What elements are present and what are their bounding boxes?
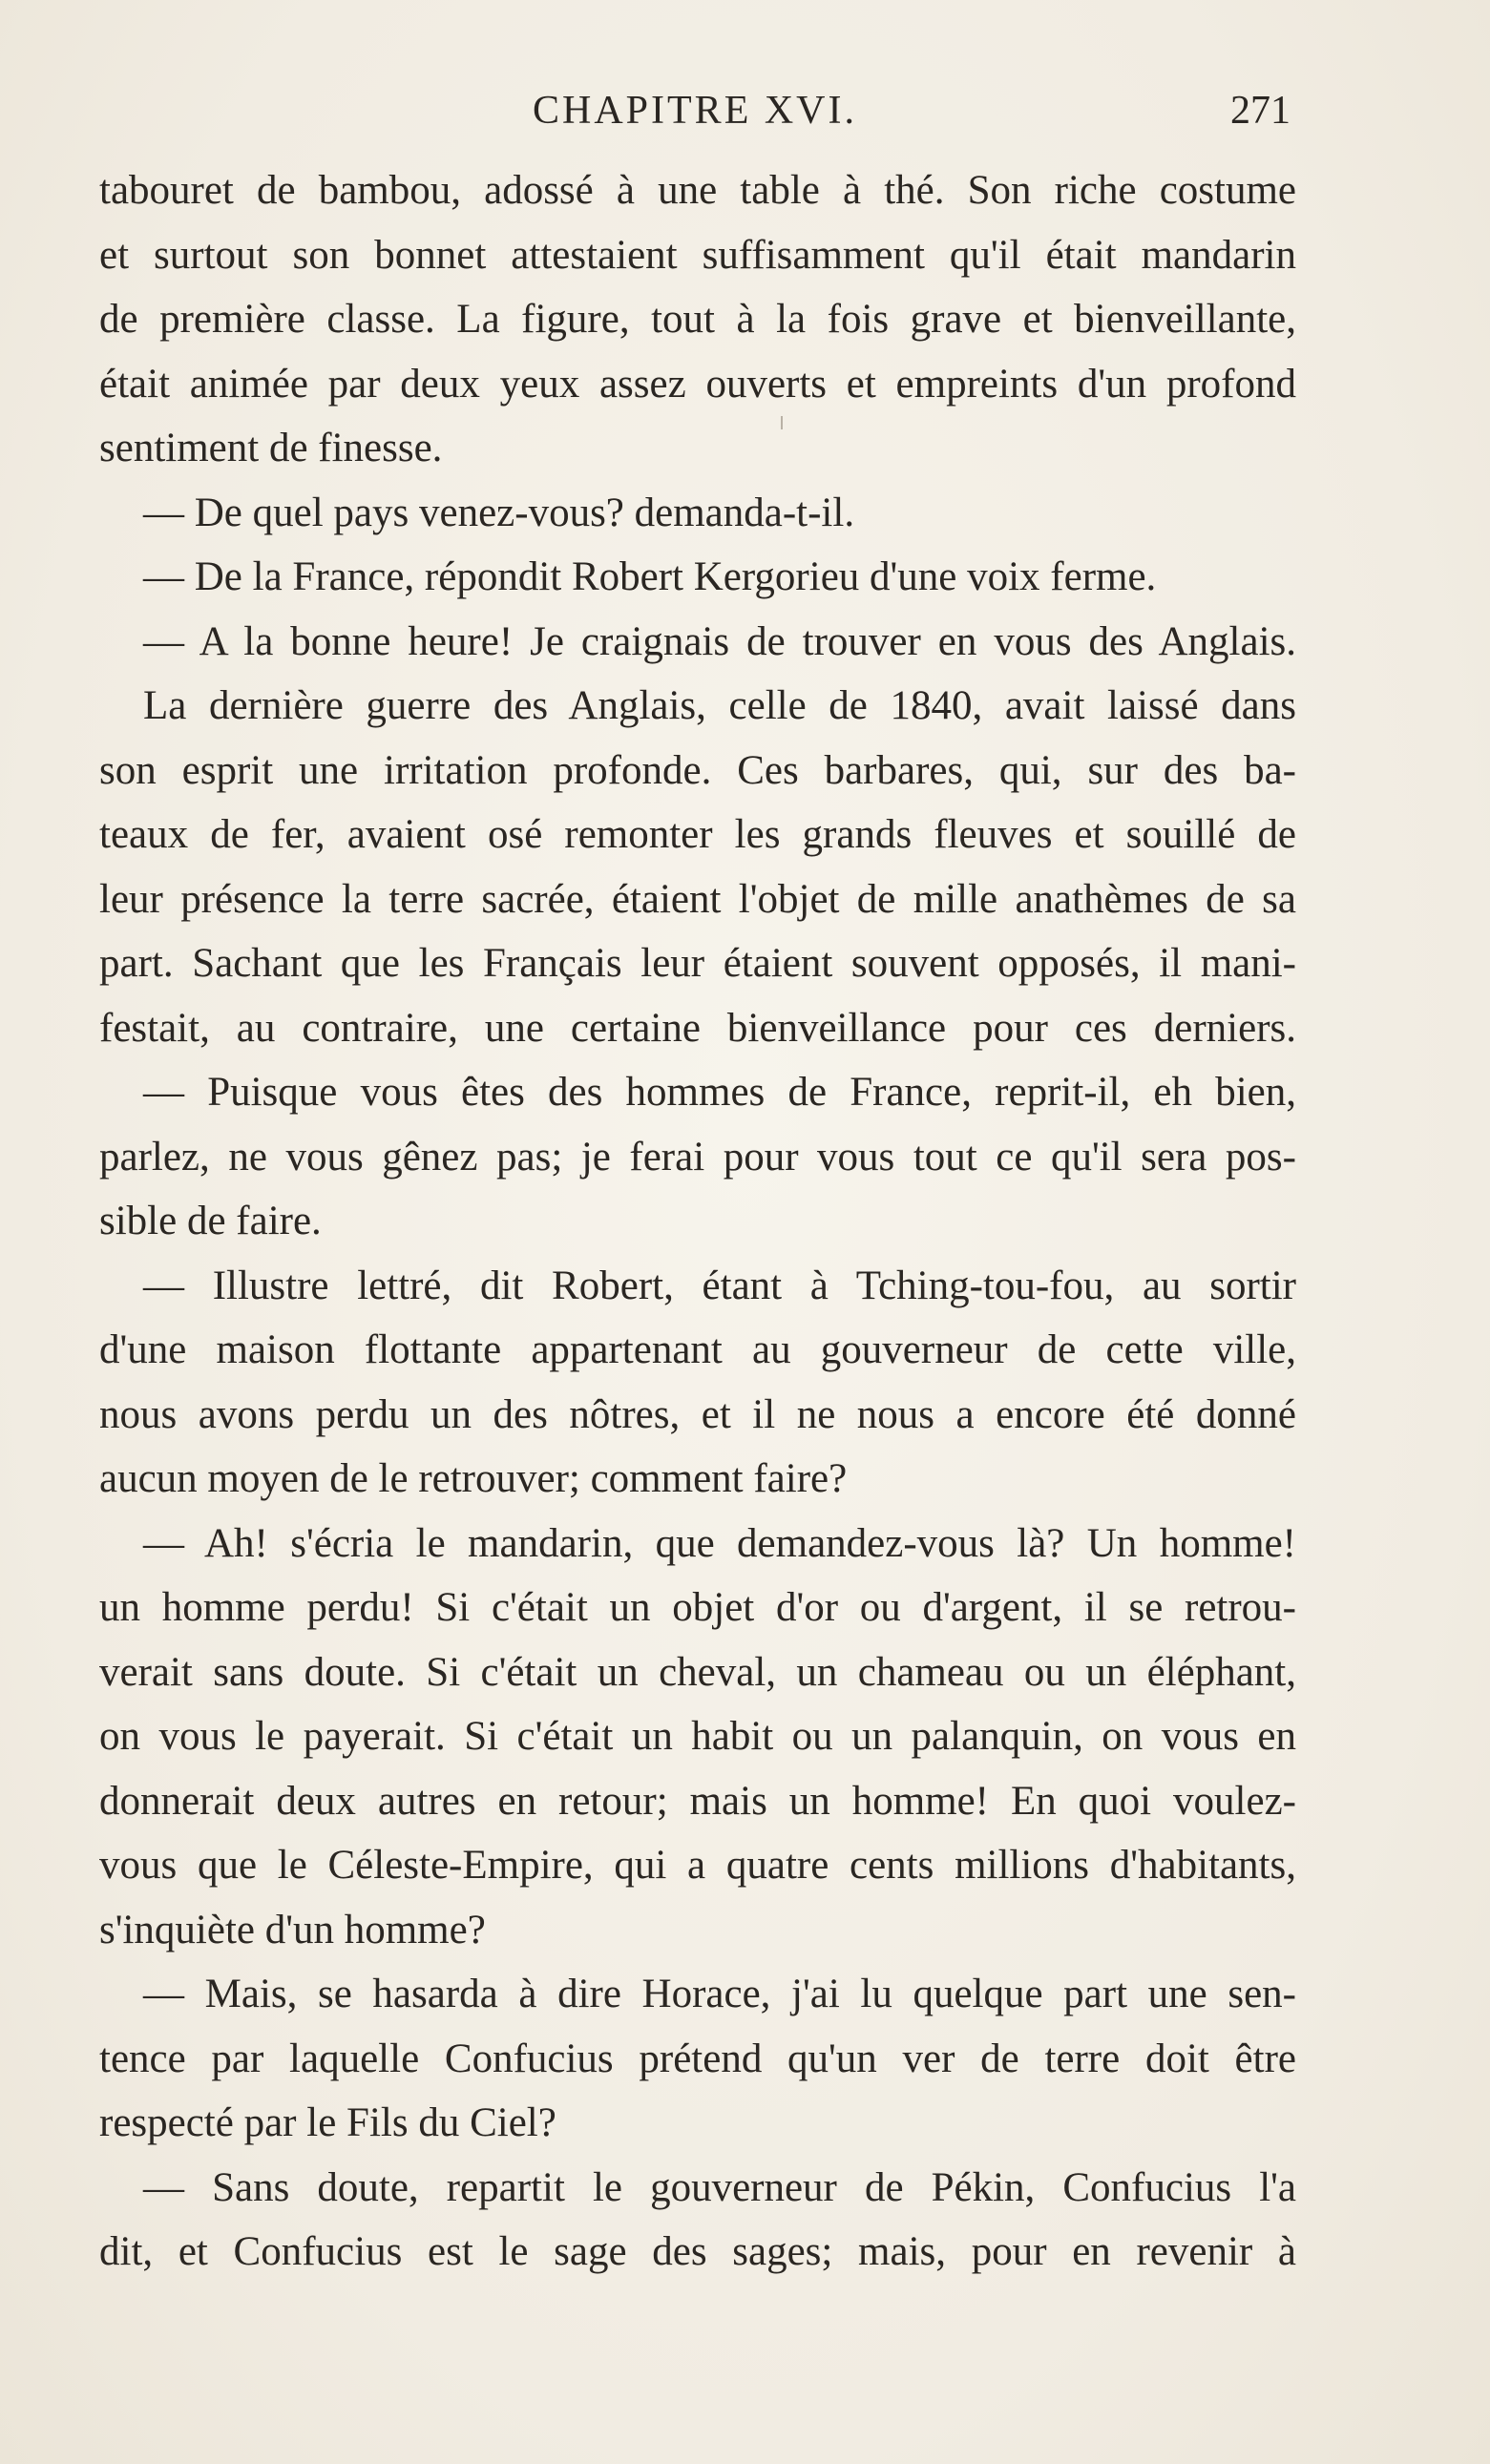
body-text <box>99 158 1296 2285</box>
text-line: était animée par deux yeux assez ouverts et empreints d'un profond <box>99 361 1296 407</box>
page-number: 271 <box>1230 89 1291 133</box>
text-line: — Mais, se hasarda à dire Horace, j'ai lu quelque part une sen- <box>143 1972 1296 2016</box>
text-line: teaux de fer, avaient osé remonter les grands fleuves et souillé de <box>99 812 1296 857</box>
text-line: — De la France, répondit Robert Kergorieu d'une voix ferme. <box>143 554 1157 599</box>
text-line: leur présence la terre sacrée, étaient l'objet de mille anathèmes de sa <box>99 876 1296 922</box>
text-line: — Puisque vous êtes des hommes de France, reprit-il, eh bien, <box>143 1070 1296 1115</box>
text-line: de première classe. La figure, tout à la fois grave et bienveillante, <box>99 297 1296 342</box>
text-line: — A la bonne heure! Je craignais de trouver en vous des Anglais. <box>143 618 1296 664</box>
text-line: festait, au contraire, une certaine bienveillance pour ces derniers. <box>99 1005 1296 1051</box>
running-head: CHAPITRE XVI. <box>533 89 857 133</box>
text-line: — De quel pays venez-vous? demanda-t-il. <box>143 490 855 535</box>
text-line: — Ah! s'écria le mandarin, que demandez-vous là? Un homme! <box>143 1520 1296 1566</box>
text-line: sible de faire. <box>99 1199 322 1243</box>
text-line: nous avons perdu un des nôtres, et il ne nous a encore été donné <box>99 1391 1296 1437</box>
text-line: et surtout son bonnet attestaient suffisamment qu'il était mandarin <box>99 232 1296 278</box>
text-line: dit, et Confucius est le sage des sages; mais, pour en revenir à <box>99 2229 1296 2274</box>
text-line: — Illustre lettré, dit Robert, étant à Tching-tou-fou, au sortir <box>143 1263 1296 1308</box>
text-line: respecté par le Fils du Ciel? <box>99 2100 556 2145</box>
text-line: sentiment de finesse. <box>99 426 443 470</box>
text-line: un homme perdu! Si c'était un objet d'or ou d'argent, il se retrou- <box>99 1585 1296 1630</box>
text-line: d'une maison flottante appartenant au gouverneur de cette ville, <box>99 1327 1296 1372</box>
text-line: s'inquiète d'un homme? <box>99 1907 486 1952</box>
text-line: verait sans doute. Si c'était un cheval, un chameau ou un éléphant, <box>99 1649 1296 1695</box>
text-line: vous que le Céleste-Empire, qui a quatre cents millions d'habitants, <box>99 1843 1296 1888</box>
text-line: aucun moyen de le retrouver; comment faire? <box>99 1456 848 1501</box>
text-line: on vous le payerait. Si c'était un habit ou un palanquin, on vous en <box>99 1714 1296 1759</box>
page-header <box>99 88 1291 145</box>
text-line: son esprit une irritation profonde. Ces barbares, qui, sur des ba- <box>99 747 1296 793</box>
text-line: part. Sachant que les Français leur étaient souvent opposés, il mani- <box>99 941 1296 986</box>
text-line: — Sans doute, repartit le gouverneur de Pékin, Confucius l'a <box>143 2164 1296 2210</box>
text-line: tabouret de bambou, adossé à une table à thé. Son riche costume <box>99 168 1296 213</box>
text-line: donnerait deux autres en retour; mais un homme! En quoi voulez- <box>99 1778 1296 1824</box>
text-line: tence par laquelle Confucius prétend qu'un ver de terre doit être <box>99 2036 1296 2081</box>
text-line: parlez, ne vous gênez pas; je ferai pour vous tout ce qu'il sera pos- <box>99 1134 1296 1180</box>
text-line: La dernière guerre des Anglais, celle de 1840, avait laissé dans <box>143 683 1296 728</box>
